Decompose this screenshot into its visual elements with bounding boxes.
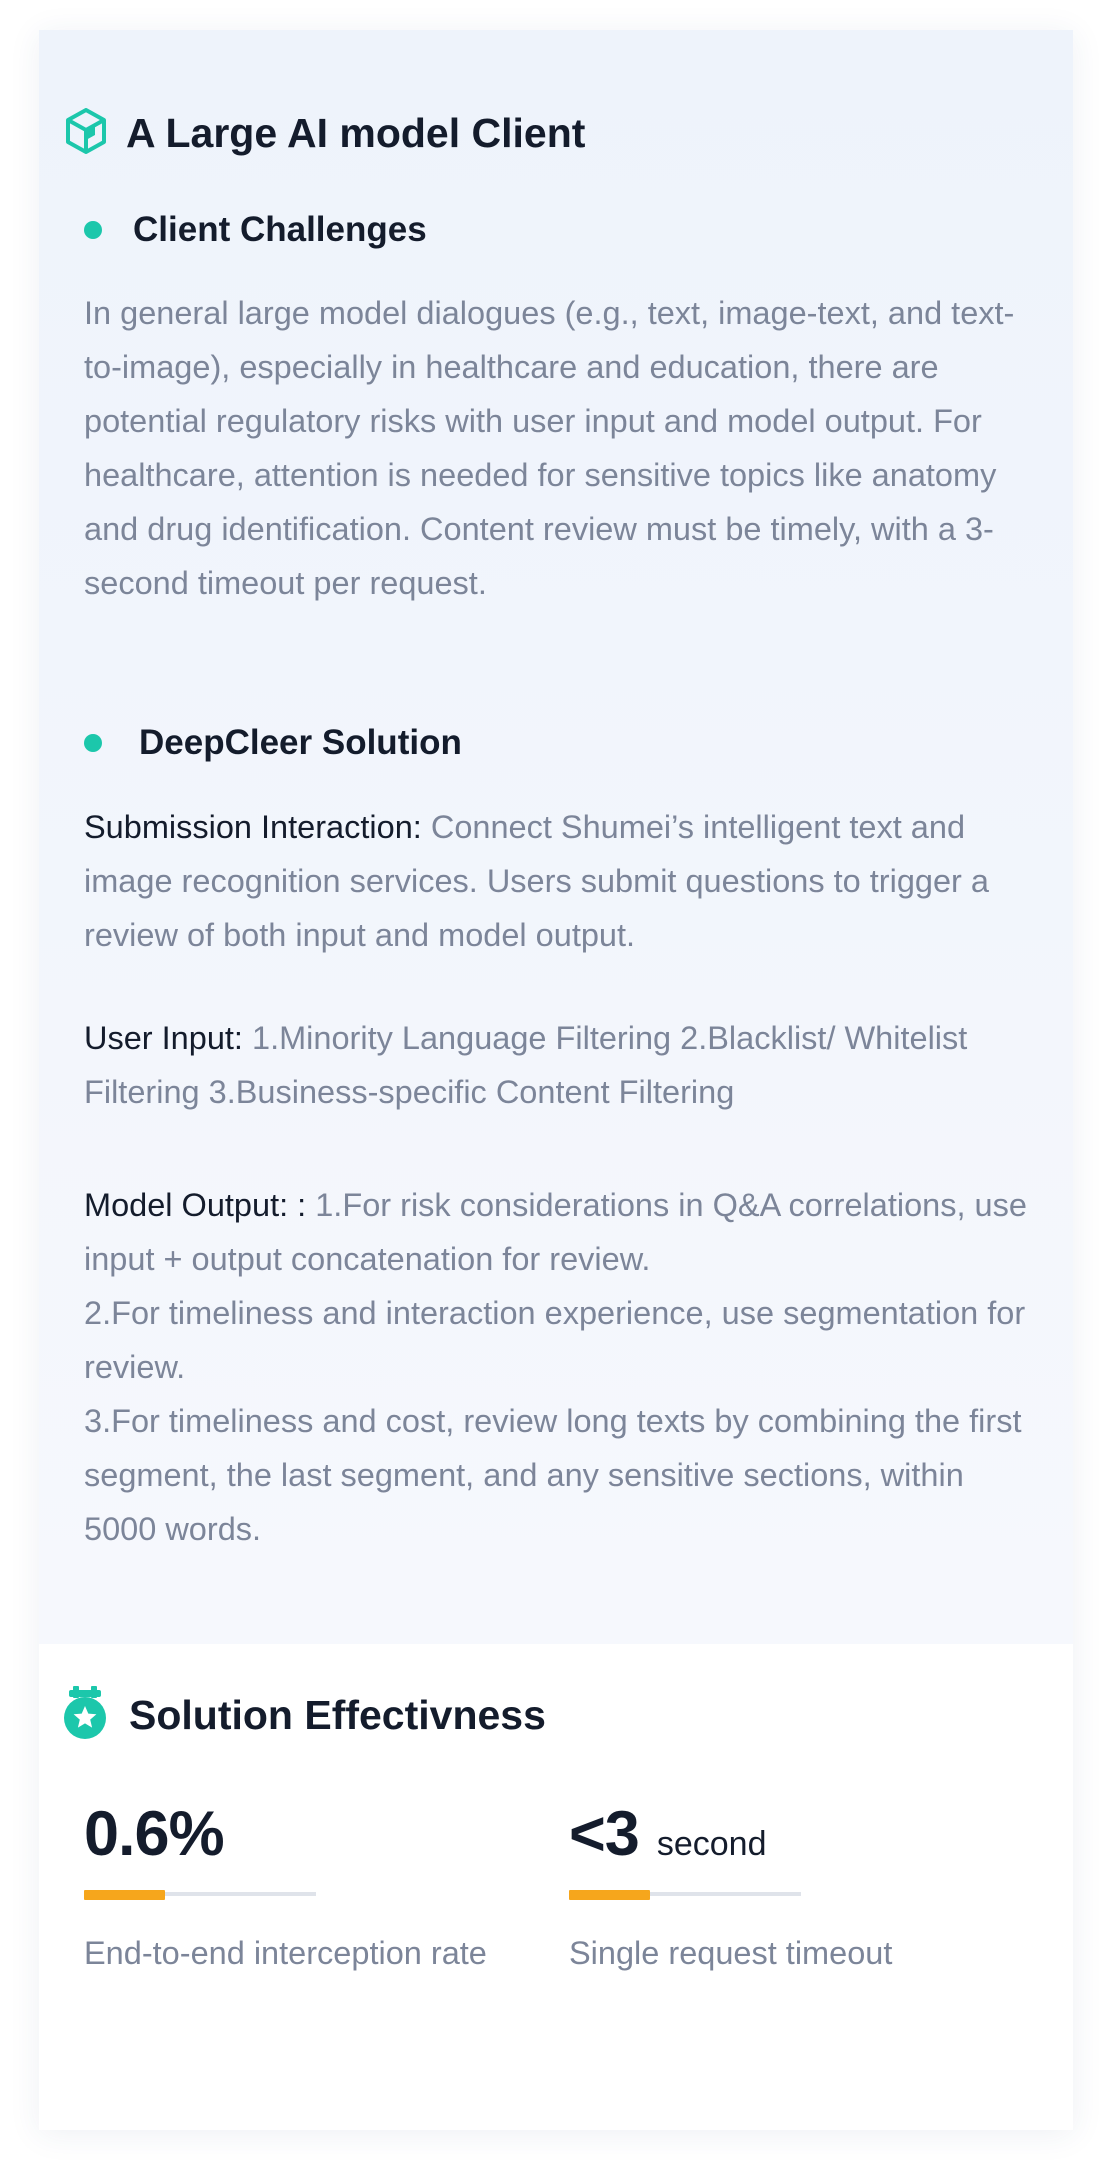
metric-progress-fill — [84, 1890, 165, 1900]
submission-label: Submission Interaction: — [84, 809, 431, 845]
model-output-text-1: 1.For risk considerations in Q&A correlations, use input + output concatenation for review. — [84, 1187, 1027, 1277]
metric-interception-rate — [84, 1798, 504, 1980]
bullet-dot — [84, 221, 102, 239]
metric-label: Single request timeout — [569, 1935, 893, 1971]
user-input-section — [84, 1011, 1044, 1119]
metric-number: <3 — [569, 1799, 639, 1869]
model-output-text-3: 3.For timeliness and cost, review long texts by combining the first segment, the last segment, and any sensitive sections, within 5000 words. — [84, 1403, 1022, 1547]
page-title: A Large AI model Client — [126, 110, 586, 156]
user-input-label: User Input: — [84, 1020, 252, 1056]
metric-progress-bar — [569, 1892, 801, 1896]
submission-interaction — [84, 800, 1044, 962]
metric-progress-fill — [569, 1890, 650, 1900]
case-header — [66, 108, 585, 159]
solution-heading — [84, 723, 462, 763]
medal-star-icon — [63, 1686, 107, 1745]
model-output-label: Model Output: : — [84, 1187, 316, 1223]
solution-title: DeepCleer Solution — [139, 723, 462, 762]
metric-progress-bar — [84, 1892, 316, 1896]
submission-text: Connect Shumei’s intelligent text and image recognition services. Users submit questions to trigger a review of both input and model output. — [84, 809, 989, 953]
metric-unit: second — [656, 1825, 767, 1863]
cube-icon — [66, 108, 106, 159]
challenges-title: Client Challenges — [133, 210, 427, 249]
metric-value — [569, 1798, 989, 1870]
effectiveness-header — [63, 1686, 546, 1745]
challenges-heading — [84, 210, 427, 250]
metric-request-timeout — [569, 1798, 989, 1980]
metric-label: End-to-end interception rate — [84, 1935, 487, 1971]
effectiveness-title: Solution Effectivness — [129, 1692, 546, 1738]
user-input-text: 1.Minority Language Filtering 2.Blacklist/ Whitelist Filtering 3.Business-specific Content Filtering — [84, 1020, 968, 1110]
model-output-text-2: 2.For timeliness and interaction experience, use segmentation for review. — [84, 1295, 1026, 1385]
metric-number: 0.6% — [84, 1799, 224, 1869]
challenges-text: In general large model dialogues (e.g., text, image-text, and text-to-image), especially in healthcare and education, there are potential regulatory risks with user input and model output. For healthcare, attention is needed for sensitive topics like anatomy and drug identification. Content review must be timely, with a 3-second timeout per request. — [84, 295, 1015, 601]
model-output-section — [84, 1178, 1044, 1556]
metric-value — [84, 1798, 504, 1870]
case-details-panel — [39, 30, 1073, 1644]
case-card — [39, 30, 1073, 2130]
bullet-dot — [84, 734, 102, 752]
model-output-line — [84, 1178, 1044, 1286]
